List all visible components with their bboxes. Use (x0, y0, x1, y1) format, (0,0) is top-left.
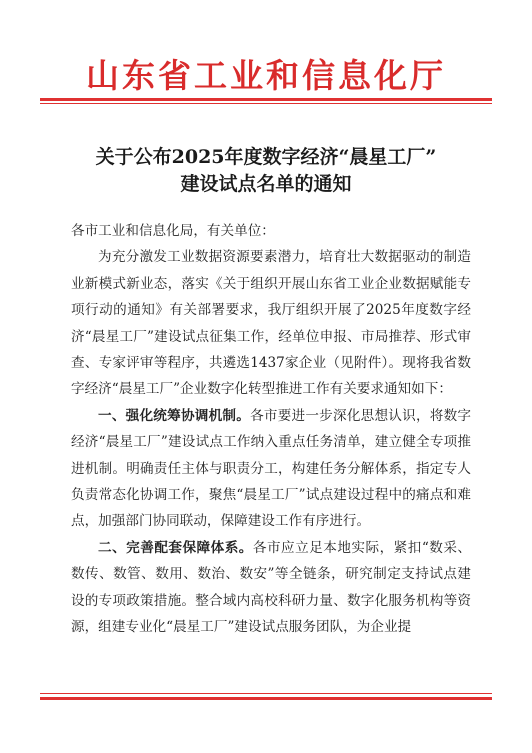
section-2-heading: 二、完善配套保障体系。 (98, 539, 253, 556)
section-1-heading: 一、强化统筹协调机制。 (98, 407, 251, 424)
footer-rule-thick (40, 697, 492, 700)
notice-title-line-1: 关于公布2025年度数字经济“晨星工厂” (95, 146, 437, 168)
letterhead-org-name: 山东省工业和信息化厅 (86, 56, 446, 95)
section-2-paragraph (71, 535, 471, 641)
notice-intro-paragraph: 为充分激发工业数据资源要素潜力，培育壮大数据驱动的制造业新模式新业态，落实《关于组织开展山东省工业企业数据赋能专项行动的通知》有关部署要求，我厅组织开展了2025年度数字经济“晨星工厂”建设试点征集工作，经单位申报、市局推荐、形式审查、专家评审等程序，共遴选1437家企业（见附件）。现将我省数字经济“晨星工厂”企业数字化转型推进工作有关要求通知如下： (71, 249, 471, 398)
letterhead-rule-thick (40, 98, 492, 101)
section-1-text: 各市要进一步深化思想认识，将数字经济“晨星工厂”建设试点工作纳入重点任务清单，建立健全专项推进机制。明确责任主体与职责分工，构建任务分解体系，指定专人负责常态化协调工作，聚焦“晨星工厂”试点建设过程中的痛点和难点，加强部门协同联动，保障建设工作有序进行。 (71, 407, 472, 530)
letterhead-rule-thin (40, 103, 492, 104)
notice-salutation: 各市工业和信息化局，有关单位： (71, 223, 275, 239)
notice-title-line-2: 建设试点名单的通知 (180, 173, 352, 195)
footer-rule-thin (40, 693, 492, 694)
section-1-paragraph (71, 403, 471, 535)
section-2-text: 各市应立足本地实际，紧扣“数采、数传、数管、数用、数治、数安”等全链条，研究制定支持试点建设的专项政策措施。整合域内高校科研力量、数字化服务机构等资源，组建专业化“晨星工厂”建设试点服务团队，为企业提 (71, 539, 472, 636)
notice-body (71, 218, 471, 641)
